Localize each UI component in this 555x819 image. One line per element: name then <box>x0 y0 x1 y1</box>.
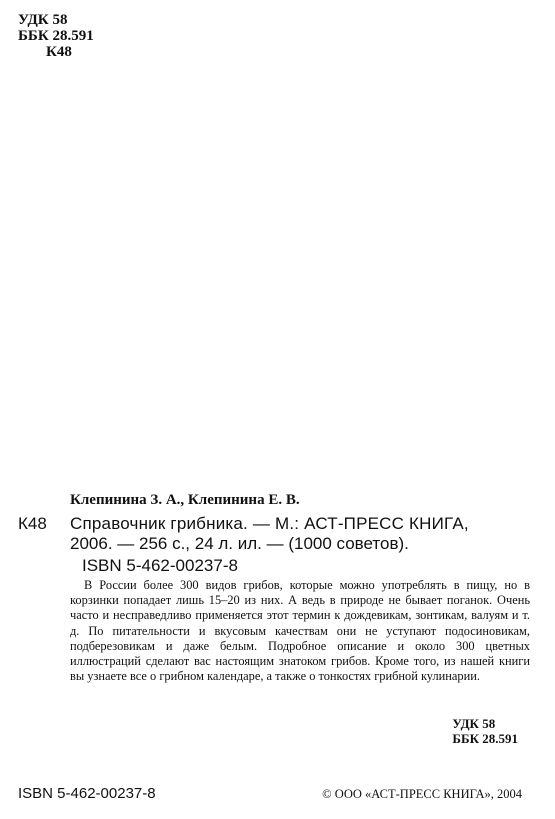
authors-line: Клепинина З. А., Клепинина Е. В. <box>70 492 300 508</box>
card-classification-codes <box>452 716 518 746</box>
copyright-line: © ООО «АСТ-ПРЕСС КНИГА», 2004 <box>322 787 522 801</box>
card-bbk-code: ББК 28.591 <box>452 731 518 746</box>
author-mark: К48 <box>46 44 72 60</box>
publication-line: 2006. — 256 с., 24 л. ил. — (1000 советов). <box>70 534 409 553</box>
card-isbn: ISBN 5-462-00237-8 <box>82 556 238 575</box>
card-udk-code: УДК 58 <box>452 716 496 731</box>
top-classification-codes <box>18 12 94 60</box>
footer-isbn: ISBN 5-462-00237-8 <box>18 785 156 802</box>
title-line: Справочник грибника. — М.: АСТ-ПРЕСС КНИГА, <box>70 514 469 533</box>
card-author-mark: К48 <box>18 514 47 533</box>
udk-code: УДК 58 <box>18 12 68 28</box>
annotation-text: В России более 300 видов грибов, которые можно употреблять в пищу, но в корзинки попадает лишь 15–20 из них. А ведь в природе не бывает поганок. Очень часто и несправедливо применяется этот термин к дождевикам, зонтикам, валуям и т. д. По питательности и вкусовым качествам они не уступают подосиновикам, подберезовикам и даже белым. Подробное описание и около 300 цветных иллюстраций сделают вас настоящим знатоком грибов. Кроме того, из нашей книги вы узнаете все о грибном календаре, а также о тонкостях грибной кулинарии. <box>70 578 530 684</box>
bbk-code: ББК 28.591 <box>18 28 94 44</box>
